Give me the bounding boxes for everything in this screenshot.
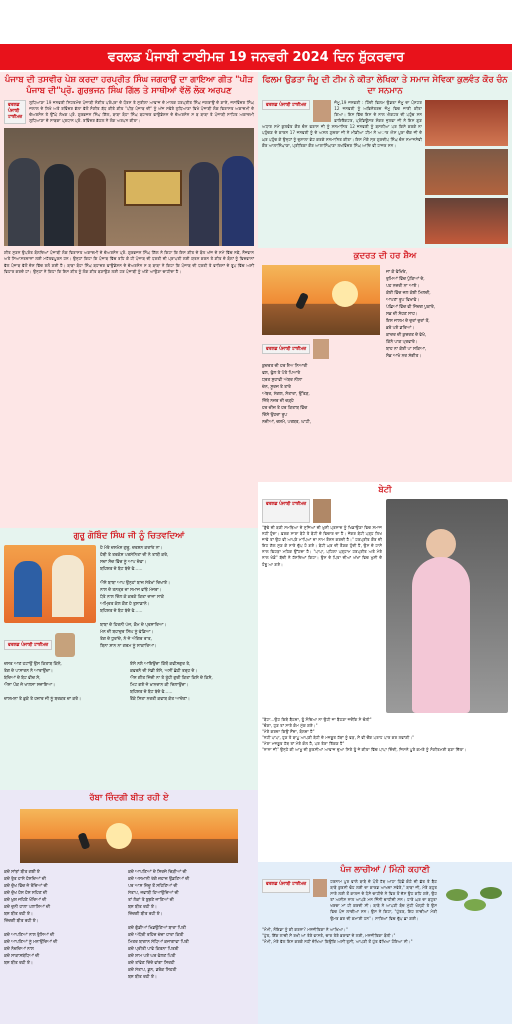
person-figure (44, 164, 74, 246)
poem-line: ਭਰੋ ਪਏ ਡਰਿਆਂ। (386, 326, 415, 331)
author-block (262, 499, 382, 523)
photo-honour-2 (425, 149, 508, 195)
article-title: ਪੰਜ ਲਾਚੀਆਂ / ਮਿੰਨੀ ਕਹਾਣੀ (340, 865, 430, 875)
poem-line: ਕਦੇ ਰੁੱਤ ਹਾਸੇ ਹੱਸਦਿਆਂ ਦੀ (4, 877, 46, 882)
article-peed-punjab (0, 72, 258, 528)
article-panj-lachiyan (258, 862, 512, 1024)
jumping-figure (78, 832, 91, 850)
poem-line: ਨਦੀਆਂ, ਚਸ਼ਮੇ, ਪਰਬਤ, ਘਾਟੀ, (262, 420, 311, 425)
poem-line: ਬਹਿਸ਼ਤ ਦੇ ਬੋਟ ਬੰਦੇ ਵੇ...... (130, 690, 173, 695)
author-photo (313, 100, 331, 122)
poem-row (0, 545, 258, 657)
cardamom-pod (446, 889, 468, 901)
poem-line: ਪਰ ਆਸ ਜ਼ਿੰਦੂ ਤੋਂ ਸਹਿਣਿਆਂ ਦੀ (128, 884, 178, 889)
article-guru-gobind-singh (0, 528, 258, 790)
dialog-line: "ਮੇਰਾ ਮਜ਼ਬੂਤ ਹੱਥ ਤਾਂ ਮੇਰੇ ਕੋਲ ਹੈ, ਪਰ ਤੇਰਾ ਤਿੱਕਣ ਹੈ" (262, 741, 345, 747)
poem-row (258, 265, 512, 426)
poem-line: ਤਾਂ ਲੋਕਾਂ ਤੇ ਬੁਝਣੇ ਜਾਣਿਆਂ ਦੀ (128, 898, 174, 903)
cardamom-image (440, 879, 508, 923)
person-figure (222, 156, 254, 246)
poem-bottom (0, 657, 258, 703)
author-block (262, 339, 380, 359)
article-content (258, 499, 512, 713)
photo-honour-3 (425, 198, 508, 244)
article-title: ਬੇਟੀ (378, 485, 392, 495)
article-kudrat (258, 248, 512, 482)
poem-line: ਬਸ ਬੀਤ ਰਹੀ ਏ। (128, 905, 157, 910)
dialog-line: "ਚੰਗਾ, ਹੁਣ ਤਾਂ ਸਾਰੇ ਕੰਮ ਮੁੱਕ ਗਏ।" (262, 723, 318, 729)
article-content (258, 879, 512, 923)
article-dialog (258, 717, 512, 754)
poem-2a (4, 869, 122, 981)
poem-line: ਕਦੇ ਆਪਣਿਆਂ ਨਾਲ ਰੁੱਸਿਆਂ ਦੀ (4, 933, 55, 938)
poem-line: ਕਦੇ ਤਾਂਵੇਣ ਦਿੰਦੇ ਵਾਂਗਾ ਸਿਰਹੀ (128, 961, 175, 966)
poem-line: ਬਾਬਾ ਦੇ ਹਿਰਨੀ ਪੰਜ, ਕੌਮ ਦੇ ਪ੍ਰਸਾਰਿਆ। (100, 623, 167, 628)
dialog-line: "ਮੰਮੀ, ਨੋਇਡਾ ਨੂੰ ਕੀ ਕਰਨਾ? ਮਨਜੀਤਿਕਾ ਨੇ ਆਖਿਆ।" (262, 927, 348, 932)
dialog-line: "ਨਹੀਂ ਪਾਪਾ, ਹੁਣ ਤੇ ਬਾਪੂ ਆਪਣੀ ਬੇਟੀ ਦੇ ਮਜ਼ਬੂਤ ਹੱਥਾਂ ਨੂੰ ਫੜ, ਮੈਂ ਵੀ ਚੌਂਕ ਪਰਾਹ ਪਾਰ ਕਰ ਲਵਾਂਗੀ।" (262, 735, 415, 741)
poem-line: ਜਾ ਕੇ ਵੇਖਿਓ, (386, 270, 407, 275)
poem-line: ਕਦੇ ਦੁਨੀ ਹਾਲਾ ਪਲਾਸ਼ਿਆਂ ਦੀ (4, 905, 51, 910)
poem-line: ਬਸ ਬੀਤ ਰਹੀ ਏ। (128, 975, 157, 980)
poem-line: ਬੰਦਿਆਂ ਦੇ ਬੋਟ ਵੀਚ ਸੋ, (4, 676, 41, 681)
poem-line: ਬਾਹ ਨਾ ਕੋਈ ਪਾ ਸਕਿਆ, (386, 347, 427, 352)
poem-line: ਤੇਗ ਦੇ ਧੁਰਾਂਦੇ, ਨੇ ਜੋ ਅੱਗਿਰ ਰਾਤ, (100, 637, 152, 642)
poem-line: ਕਦੇ ਗੁੱਡੀਆਂ ਖਿਡਉਣਿਆਂ ਬਾਰਾ ਪਿਤੀ (128, 926, 186, 931)
poem-line: ਐਸ ਗੀਤ ਜਿੰਦੀ ਨਾ ਤੋ ਤੂੰਹੀ ਗੁਰੀ ਕਿਤਾ ਕਿਸੇ ਦੇ ਕਿਸੇ, (130, 676, 213, 681)
poem-line: ਅਮ੍ਰਿਤ ਕੱਲ ਕੌਣ ਹੋ ਤੁਸਾਡਾਨੇ। (100, 602, 150, 607)
poem-line: ਆਪਣਾ ਰੂਪ ਵਿਖਾਵੇ। (386, 298, 420, 303)
article-lead-row (0, 100, 258, 124)
poem-line (4, 925, 122, 932)
poem-line: ਦਿੱਸੇ ਉਹਦਾ ਰੂਪ (262, 413, 288, 418)
poem-line (4, 689, 124, 696)
poem-line (100, 573, 254, 580)
poem-line: ਏਸੋ ਨਲੋ ਆਇਉਂਦਾ ਕਿੱਥੋਂ ਕਵੀਸਗੁਰ ਤੇ, (130, 662, 191, 667)
sun-graphic (106, 823, 132, 849)
poem-line: ਸਭ ਦੀ ਸੋਹਣ ਸਾਹ। (386, 312, 418, 317)
poem-line: ਜ਼ਿੰਦਗੀ ਬੀਤ ਰਹੀ ਏ। (128, 912, 163, 917)
newspaper-logo: ਵਰਲਡ ਪੰਜਾਬੀ ਟਾਈਮਜ਼ (262, 879, 310, 893)
poem-line: ਕਦੇ ਆਪਣਿਆਂ ਨੂੰ ਮਨਾਉਂਦਿਆਂ ਦੀ (4, 940, 58, 945)
poem-line: ਕਦੇ ਪ੍ਰੀਤੀ ਪਾਵੇ ਕਿਤਨਾ ਪਿਤਰੀ (128, 947, 179, 952)
person-figure (8, 158, 40, 246)
dialog-line: "ਪੁੱਤ, ਇੱਕ ਲਾਚੀ ਮੈਂ ਰਖੀ ਆਂ ਤੇਰੇ ਵਾਸਤੇ, ਚਾਰ ਤੇਰੇ ਭਰਾਵਾਂ ਦੇ ਲਈ, ਮਨਜੀਤਿਕਾ ਬੋਲੀ।" (262, 933, 396, 939)
sunset-photo (20, 809, 238, 863)
article-text-block (262, 499, 382, 713)
poem-line: ਬਹਿਸ਼ਤ ਦੇ ਬੋਟ ਬੰਦੇ ਵੇ...... (100, 567, 143, 572)
article-content (258, 100, 512, 244)
girl-photo (386, 499, 508, 713)
poem-line: ਚੰਨ, ਸੂਰਜ ਤੇ ਤਾਰੇ (262, 385, 291, 390)
photo-book-launch (4, 128, 254, 246)
article-udta-jammu (258, 72, 512, 248)
poem-line: ਕਦੇ ਨੱਚਦਿਆਂ ਨਾਲ (4, 947, 34, 952)
newspaper-logo: ਵਰਲਡ ਪੰਜਾਬੀ ਟਾਈਮਜ਼ (4, 100, 26, 124)
girl-face (426, 529, 456, 559)
poem-line: ਸਦਾ ਸੱਚ ਵਿੱਚ ਨੂੰ ਆਪ ਦੇਵਾ। (100, 560, 147, 565)
image-column (4, 545, 96, 657)
article-lead: ਲੁਧਿਆਣਾ 19 ਜਨਵਰੀ ਸਿਹਤਮੰਦ ਪੰਜਾਬੀ ਸੰਗੀਤ ਪਰੰਪਰਾ ਦੇ ਧੋਰਸ ਤੇ ਸੁਰੀਲਾ ਆਵਾਜ਼ ਦੇ ਮਾਲਕ ਹਰਪ੍ਰੀਤ ਸਿੰਘ ਜਗਰਾਉਂ ਦੇ ਗਾਏ, ਜਸਵਿੰਦਰ ਸਿੰਘ ਜਲਾਲ ਦੇ ਲਿਖੇ ਅਤੇ ਰਵਿੰਦਰ ਭੱਲਾ ਵੱਲੋਂ ਸੰਗੀਤ ਬੱਧ ਕੀਤੇ ਗੀਤ "ਪੀੜ ਪੰਜਾਬ ਦੀ" ਨੂੰ ਅੱਜ ਸਵੇਰੇ ਲੁਧਿਆਣਾ ਵਿਖੇ ਪੰਜਾਬੀ ਲੋਕ ਵਿਰਾਸਤ ਅਕਾਦਮੀ ਦੇ ਚੇਅਰਮੈਨ ਤੇ ਉੱਘੇ ਲੇਖਕ ਪ੍ਰੋ. ਗੁਰਭਜਨ ਸਿੰਘ ਗਿੱਲ, ਬਾਬਾ ਬੋਹਾ ਸਿੰਘ ਬਹਾਦਰ ਫਾਉਂਡੇਸ਼ਨ ਦੇ ਚੇਅਰਮੈਨ ਸ ਬ ਬਾਬਾ ਤੇ ਪੰਜਾਬੀ ਸਾਹਿਤ ਅਕਾਦਮੀ ਲੁਧਿਆਣਾ ਦੇ ਸਾਬਕਾ ਪ੍ਰਧਾਨ ਪ੍ਰੋ. ਰਵਿੰਦਰ ਭੱਠਲ ਨੇ ਲੋਕ ਅਰਪਨ ਕੀਤਾ। (29, 100, 254, 124)
poem-left (262, 265, 380, 426)
poem-line: ਕੁਦਰਤ ਦੀ ਹਰ ਸ਼ੈਅ ਨਿਆਰੀ (262, 364, 308, 369)
article-beti (258, 482, 512, 862)
sunset-photo (262, 265, 380, 335)
dialog-line: "ਮੰਮੀ, ਮੇਰੇ ਵੱਲ ਇਸ ਕਰਕੇ ਨਹੀਂ ਦੇਖਿਆ ਕਿਉਂਕਿ ਅਸੀਂ ਤੁਸੀਂ, ਆਪਣੀ ਤੋਂ ਪੁੱਤ ਵੱਖਿਆ ਹੋਇਆ ਸੀ।" (262, 939, 413, 945)
poem-r1b (386, 265, 508, 426)
poem-line: ਜ਼ਿੰਦਗੀ ਬੀਤ ਰਹੀ ਏ। (4, 919, 39, 924)
poem-row (0, 865, 258, 985)
author-photo (313, 879, 327, 897)
poem-1b (4, 661, 124, 703)
person-figure (78, 168, 106, 246)
poem-line: ਧੋਤੇ ਨਾਲ ਦਿੱਲ ਕੋ ਕਰਕੇ ਕਿਤਾ ਦਾਜਾ ਸਾਕੇ (100, 595, 164, 600)
article-body: ਜੰਮੂ,19 ਜਨਵਰੀ : ਹਿੰਦੀ ਫਿਲਮ ਉਡਤਾ ਜੰਮੂ ਦਾ ਪੋਸਟਰ 12 ਜਨਵਰੀ ਨੂੰ ਅਭਿਨੇਤਰਦ ਜੰਮੂ ਵਿਚ ਜਾਰੀ ਕੀਤਾ ਗਿਆ। ਇਸ ਵਿੱਚ ਇਸ ਦੇ ਨਾਲ ਐਕਟਰ ਦੀ ਪਹੁੰਚ ਸਨ ਫ਼ਾਇਰੈਕਟਰ, ਪ੍ਰੋਡਿਊਸਰ ਸ਼ੰਕਰ ਜ਼ੁਲਫਾ ਜੀ ਨੇ ਇਸ ਗੁਣ ਅਧਾਰ ਸਮੇਂ ਕੁਲਵੰਤ ਕੌਰ ਚੰਨ ਫਰਾਸ ਜੀ ਨੂੰ ਸਨਮਾਨਿਤ 12 ਜਨਵਰੀ ਨੂੰ ਬਸਲੀਆ ਪਰ ਕਿਸੇ ਕਰਕੇ ਨਾ ਪਹੁੰਚਣ ਦੇ ਕਾਰਨ 17 ਜਨਵਰੀ ਨੂੰ ਦੇ ਅਸਲ ਗ਼ੁਦਰਾ ਜੀ ਨੇ ਮੀਡੀਆ ਟੀਮ ਨੇ ਅਾਰ ਐਸ ਪੁਰਾ ਚੌਂਕ ਜੀ ਦੇ ਘਰ ਪਹੁੰਚ ਕੇ ਉਨ੍ਹਾਂ ਨੂੰ ਦੁਸ਼ਾਲਾ ਭੇਟ ਕਰਕੇ ਸਨਮਾਨਿਤ ਕੀਤਾ। ਇਸ ਮੌਕੇ ਸ੍ਰ ਗੁਰਦੀਪ ਸਿੰਘ ਚੰਨ ਸਮਾਜਸੇਵੀ ਕੌਰ ਆਲਾਸਿੰਘਾਣਾ, ਪ੍ਰੀਤਿਕਾ ਕੌਰ ਆਲਾਸਿੰਘਾਣਾ ਲਖਵਿੰਦਰ ਸਿੰਘ ਆਦਿ ਵੀ ਹਾਜ਼ਰ ਸਨ। (262, 100, 422, 148)
poem-line: ਕਾਦਰ ਦੀ ਕੁਦਰਤ ਦੇ ਵੇਖੋ, (386, 333, 427, 338)
poem-line: ਕਦੇ ਅੰਧੇਰੀ ਰਹਿੰਦ ਚੰਦਾ ਹਾਰਾ ਕਿਤੀ (128, 933, 184, 938)
poem-line: ਤੈਂਕੇ ਸਿਤਾ ਨਰਤੀ ਕਵਾਬ ਕੋਤ ਆਦੇਣਾ। (130, 697, 190, 702)
poem-line: ਦਸਤ ਆਣ ਹਟਾਉਂ ਉਸ ਕਿਤਾਬ ਕਿੰਨੇ, (4, 662, 62, 667)
poem-line: ਹਰ ਚੀਜ਼ ਤੇ ਹਰ ਕਿਤਾਬ ਵਿੱਚ (262, 406, 308, 411)
poem-line: ਇਸ ਜਾਲਮ ਦੇ ਦੁਰਾਂ ਦੁਰਾਂ ਤੋਂ, (386, 319, 430, 324)
poem-line: ਮੰਨ ਦੀ ਬਹਾਦੁਰ ਸਿੰਘ ਨੂੰ ਵੰਡਿਆ। (100, 630, 154, 635)
poem-line: ਪੰਛਿਆਂ ਵਿੱਚ ਵੀ ਜਿੰਦਗ ਪੁਕਾਰੇ, (386, 305, 436, 310)
poem-line: ਰੁਮਿਆਂ ਵਿੱਚ ਪੁੱਕਿਆਂ ਦੇ, (386, 277, 425, 282)
poem-line: ਦਾਸ਼ਮਨਾ ਤੇ ਭੁਕੇ ਤੇ ਹਜ਼ਾਰ ਜੀ ਨੂੰ ਬਰਕਤ ਦਾ ਕਰੋ। (4, 697, 81, 702)
cardamom-pod (480, 887, 502, 899)
poem-line: ਸੰਤਾਪ, ਜਵਾਬੀ ਹਿਆਉਦਿਆਂ ਦੀ (128, 891, 179, 896)
poem-line: ਹੱਥੀ ਤੇ ਤਰਕੋਸ਼ ਪਰਸੰਨਿਤਾ ਦੀ ਨੇ ਤਾਬੀ ਕਰੇ, (100, 553, 169, 558)
poem-line: ਕਿੰਨੇ ਪਾਕ ਪ੍ਰਵਾਰੇ। (386, 340, 418, 345)
poem-line: ਮਿਟ ਗਏ ਜੋ ਖ਼ਾਨਦਾਨ ਕੀ ਦਿਲਾਉਂਦਾ। (130, 683, 189, 688)
poem-line: ਬਹਿਸ਼ਤ ਦੇ ਬੋਟ ਬੰਦੇ ਵੇ...... (100, 609, 143, 614)
poem-line: ਐਸਾ ਪੋਂਕ ਜੋ ਖਾਲਸਾ ਸਜਾਇਆ। (4, 683, 55, 688)
sun-graphic (332, 281, 358, 307)
article-title: ਪੰਜਾਬ ਦੀ ਤਸਵੀਰ ਪੇਸ਼ ਕਰਦਾ ਹਰਪ੍ਰੀਤ ਸਿੰਘ ਜਗਰਾਉਂ ਦਾ ਗਾਇਆ ਗੀਤ "ਪੀੜ ਪੰਜਾਬ ਦੀ"ਪ੍ਰੋ. ਗੁਰਭਜਨ ਸਿੰਘ ਗਿੱਲ ਤੇ ਸਾਥੀਆਂ ਵੱਲੋਂ ਲੋਕ ਅਰਪਣ (4, 75, 254, 96)
poem-line: ਐਸੇ ਬਾਬਾ ਆਪ ਉਨ੍ਹਾਂ ਬਾਜ਼ ਸੰਤੋਖਾਂ ਦਿਖਾਏ। (100, 581, 170, 586)
author-photo (313, 339, 329, 359)
article-body: ਹਰਨਾਮ ਪੁਰ ਵਾਲੇ ਬਾਬੇ ਦੇ ਪੋਤੋਂ ਹੱਥ ਆਹਾ ਪਿੱਛੋਂ ਕੋਠੇ ਦੀ ਛੱਤ ਤੇ ਬੈਠ ਬਾਬੇ ਕੁਰਸੀ ਢੋਹ ਲਈ ਦਾ ਕਾਰਡ ਆਖਦਾ ਸਵੇਰੇ," ਬਾਬਾ ਜੀ, ਮੇਰੇ ਬਹੁਤ ਸਾਰੇ ਲਈ ਤੋਂ ਕਾਲਜ ਦੇ ਪੈਸੇ ਚਾਹੀਦੇ ਨੇ ਫਿਰ ਤੋਂ ਦੱਸ ਉਹ ਕਹਿ ਗਏ, ਉਹ ਤਾਂ ਅਸ਼ੀਸ਼ ਨਾਲ ਆਪਣੇ ਮਨ ਜਿੰਨੀ ਚਾਹੀਦੀ ਸਨ। ਹਾਰੇ ਘਰ ਦਾ ਬਹੁਤਾ ਖਰਚਾ ਮਾਂ ਹੀ ਕਰਦੀ ਸੀ। ਬਾਬੇ ਨੇ ਆਪਣੀ ਬੰਦ ਮੁੱਠੀ ਖੋਲ੍ਹੀ ਤੇ ਉਸ ਵਿਚ ਪੰਜ ਲਾਚੀਆਂ ਸਨ। ਉਸ ਨੇ ਕਿਹਾ, "ਪੁੱਤਰ, ਇਹ ਲਾਚੀਆਂ ਮੇਰੀ ਉਮਰ ਭਰ ਦੀ ਕਮਾਈ ਹਨ"। ਸਾਰਿਆਂ ਵਿਚ ਚੁੱਪ ਛਾ ਗਈ। (330, 879, 437, 921)
guru-painting (4, 545, 96, 623)
poem-line: ਹੇ ਮੇਰੇ ਦਸਮੇਸ਼ ਗੁਰੂ, ਦਰਸ਼ਨ ਕਰਾਓ ਨਾ। (100, 546, 163, 551)
poem-line: ਮਿਤਰ ਬਾਗਾਨ ਸੰਧਿਆਂ ਕਜਾਗਾਵਾ ਪਿਤੀ (128, 940, 189, 945)
dialog-line: "ਬੇਟਾ...ਉਹ ਕਿਥੇ ਬੈਠਦਾ, ਤੂੰ ਸੋਚਿਆ ਨਾ ਉਹੀ ਜਾ ਬੈਠਣਾ ਜਦੋਂਕਿ ਮੈ ਚੋਲੀ" (262, 717, 372, 722)
masthead: ਵਰਲਡ ਪੰਜਾਬੀ ਟਾਈਮਜ਼ 19 ਜਨਵਰੀ 2024 ਦਿਨ ਸ਼ੁੱਕਰਵਾਰ (0, 44, 512, 70)
article-zindagi (0, 790, 258, 1024)
poem-line: ਸੱਭ ਆਖੇ ਨਰ ਸੰਗੀਤ। (386, 354, 422, 359)
poem-1c (130, 661, 254, 703)
dialog-line: "ਨਾਨਾ ਜੀ" ਉਨ੍ਹੇ ਕੀ ਆਖੂ ਦੀ ਕੁਰਸੀਆਂ ਆਵਾਜ਼ ਦੁਆ ਸਿਰੇ ਤੂੰ ਜੇ ਕੀਤਾ ਵਿੱਚ ਪਾਪਾ ਦਿੰਦੀ, ਜਿਸਨੇ ਪੂਰੇ ਕਮਰੇ ਨੂੰ ਸੰਗੀਤਮਈ ਬਣਾ ਦਿੱਤਾ। (262, 747, 467, 753)
figure-white (52, 555, 84, 617)
poem-line: ਜਿੱਥੇ ਨਜ਼ਰ ਦੀ ਚੜ੍ਹੇ (262, 399, 294, 404)
poem-1a (100, 545, 254, 657)
poem-line: ਕਦੇ ਦੁੱਖ ਵਿੱਚ ਜੇ ਰੋਂਦਿਆਂ ਦੀ (4, 884, 48, 889)
poem-line: ਧਰਤ ਸੁਹਾਵੀ ਅੰਬਰ ਨੀਲਾ (262, 378, 303, 383)
poem-line: ਕੋਈ ਵਿੱਚ ਜਲ ਕੋਈ ਮਿਲਦੀ, (386, 291, 431, 296)
author-photo (55, 633, 75, 657)
dialog-line: "ਮੇਰੇ ਕਰਦਾ ਕਿਉਂ ਸੌਂਦਾ, ਬੋਲਦਾ ਹੈ" (262, 729, 315, 735)
poster-graphic (124, 170, 182, 206)
photo-honour-1 (425, 100, 508, 146)
newspaper-logo: ਵਰਲਡ ਪੰਜਾਬੀ ਟਾਈਮਜ਼ (262, 344, 310, 354)
article-title: ਕੁਦਰਤ ਦੀ ਹਰ ਸ਼ੈਅ (353, 251, 417, 261)
poem-line: ਬਸ ਬੀਤ ਰਹੀ ਏ। (4, 961, 33, 966)
poem-line: ਕਦੇ ਸਾਂਝਾਂ ਬੀਤ ਗਈ ਏ (4, 870, 40, 875)
jumping-figure (295, 292, 309, 310)
poem-line: ਕਦੇ ਸਾਕਾਸਬੰਧਿਆਂ ਦੀ (4, 954, 40, 959)
article-dialog (258, 927, 512, 945)
poem-2b (128, 869, 254, 981)
article-title: ਫਿਲਮ ਉਡਤਾ ਜੰਮੂ ਦੀ ਟੀਮ ਨੇ ਕੀਤਾ ਲੇਖਿਕਾ ਤੇ ਸਮਾਜ ਸੇਵਿਕਾ ਕੁਲਵੰਤ ਕੌਰ ਚੰਨ ਦਾ ਸਨਮਾਨ (262, 75, 508, 96)
newspaper-logo: ਵਰਲਡ ਪੰਜਾਬੀ ਟਾਈਮਜ਼ (262, 100, 310, 110)
poem-line (128, 918, 254, 925)
poem-line: ਤੇਗ ਦੇ ਪਾਸਾਰਨ ਨੇ ਆਰਾਉਂਦਾ। (4, 669, 53, 674)
article-body: ਗੀਤ ਸੁਣਨ ਉਪਰੰਤ ਬੋਲਦਿਆਂ ਪੰਜਾਬੀ ਲੋਕ ਵਿਰਾਸਤ ਅਕਾਦਮੀ ਦੇ ਚੇਅਰਮੈਨ ਪ੍ਰੋ. ਗੁਰਭਜਨ ਸਿੰਘ ਗਿੱਲ ਨੇ ਕਿਹਾ ਕਿ ਇਸ ਗੀਤ ਦੇ ਬੋਲ ਅੱਜ ਦੇ ਸਮੇਂ ਵਿੱਚ ਨਵੇਂ, ਨੌਜਵਾਨ ਅਤੇ ਸਿਆਸਤਦਾਨਾਂ ਲਈ ਮਹੱਤਵਪੂਰਨ ਹਨ। ਉਨ੍ਹਾਂ ਕਿਹਾ ਕਿ ਪੰਜਾਬ ਵਿੱਚ ਰਹਿ ਕੇ ਹੀ ਪੰਜਾਬ ਦੀ ਧਰਤੀ ਦੀ ਪ੍ਰਾਪਤੀ ਲਈ ਯਤਨ ਕਰਨ ਤੇ ਗੀਤ ਦੇ ਬੋਲਾਂ ਨੂੰ ਵਿਦਵਾਨਾਂ ਵੱਲ ਪੰਜਾਬ ਵੱਲੋਂ ਦੇਸ਼ ਵਿੱਚ ਰਲੋ ਗਈ ਹੈ। ਬਾਬਾ ਬੋਹਾ ਸਿੰਘ ਬਹਾਦਰ ਫਾਉਂਡੇਸ਼ਨ ਦੇ ਚੇਅਰਮੈਨ ਸ ਬ ਬਾਬਾ ਨੇ ਕਿਹਾ ਕਿ ਪੰਜਾਬ ਦੀ ਧਰਤੀ ਤੇ ਵਾਰਿਸਾਂ ਦੇ ਰੂਪ ਵਿੱਚ ਅਸੀਂ ਵਿਹਾਰ ਕਰਦੇ ਹਾਂ। ਉਨ੍ਹਾਂ ਨੇ ਕਿਹਾ ਕਿ ਇਸ ਗੀਤ ਨੂੰ ਲੋਕ ਗੀਤ ਬਣਾਉਣ ਲਈ ਹਰ ਪੰਜਾਬੀ ਨੂੰ ਅੱਗੇ ਆਉਣਾ ਚਾਹੀਦਾ ਹੈ। (4, 250, 254, 274)
photo-stack (425, 100, 508, 244)
poem-line: ਕਦੇ ਆਪਣਿਆਂ ਦੇ ਸਿਰਜੇ ਚਿੜੀਆਂ ਦੀ (128, 870, 187, 875)
author-block (4, 633, 96, 657)
article-body: "ਬੁੱਢੇ ਦੀ ਬਣੀ ਸਮਝਿਆ ਦੇ ਸੁਜਿਆਂ ਦੀ ਖ਼ੁਸ਼ੀ ਪ੍ਰਸਾਦ ਨੂੰ ਖਿਡਾਉਣਾ ਵਿਚ ਸਮਾਜ ਨਹੀਂ ਹੁੰਦਾ। ਫ਼ਰਕ ਸਾਰਾ ਬੇਟੇ ਤੇ ਬੇਟੀ ਦੇ ਵਿਚਾਰ ਦਾ ਹੈ। ਜੇਕਰ ਬੇਟੀ ਪੜ੍ਹ ਲਿਖ ਜਾਵੇ ਤਾਂ ਉਹ ਵੀ ਆਪਣੇ ਮਾਪਿਆਂ ਦਾ ਨਾਮ ਰੌਸ਼ਨ ਕਰਦੀ ਹੈ।" ਹਰਪ੍ਰੀਤ ਕੌਰ ਦੀ ਇਹ ਗੱਲ ਸੁਣ ਕੇ ਸਾਰੇ ਚੁੱਪ ਹੋ ਗਏ। ਬੇਟੀ ਘਰ ਦੀ ਰੌਣਕ ਹੁੰਦੀ ਹੈ, ਉਸ ਦੇ ਹਾਸੇ ਨਾਲ ਵਿਹੜਾ ਮਹਿਕ ਉੱਠਦਾ ਹੈ। "ਪਾਪਾ, ਪਹਿਲਾ ਪੜ੍ਹਾਮ ਹਰਪ੍ਰੀਤ ਅਤੇ ਮੇਰੇ ਨਾਲ ਖੇਡੋ" ਬੱਚੀ ਨੇ ਹੱਸਦਿਆਂ ਕਿਹਾ। ਉਸ ਦੇ ਪਿਤਾ ਦੀਆਂ ਅੱਖਾਂ ਵਿਚ ਖੁਸ਼ੀ ਦੇ ਹੰਝੂ ਆ ਗਏ। (262, 525, 382, 567)
poem-line: ਕਦੇ ਸੰਤਾਪ, ਡੂਨ, ਡਰੱਕ ਸਿਹਤੀ (128, 968, 177, 973)
newspaper-logo: ਵਰਲਡ ਪੰਜਾਬੀ ਟਾਈਮਜ਼ (4, 640, 52, 650)
poem-line: ਕਦੇ ਖ਼ੁਸ਼ ਜਹਿਣੇ ਖੋਂਦਿਆਂ ਦੀ (4, 898, 47, 903)
poem-line: ਕਦੇ ਸ਼ਾਮ ਪਏ ਘਰ ਵੇਲਣ ਪਿਤੀ (128, 954, 176, 959)
poem-line (100, 615, 254, 622)
poem-line: ਅੰਬਰ, ਸੰਗਲ, ਸੋਤਾਰਾ, ਉੱਤੜ, (262, 392, 310, 397)
person-figure (189, 162, 219, 246)
author-photo (313, 499, 331, 523)
poem-line: ਨਾਲ ਦੇ ਤਨਤ੍ਰ ਦਾ ਸਮਾਜ ਵਾਂਝੇ ਮੰਜਰਾ। (100, 588, 162, 593)
article-title: ਗੁਰੂ ਗੋਬਿੰਦ ਸਿੰਘ ਜੀ ਨੂੰ ਚਿਤਵਦਿਆਂ (73, 531, 185, 541)
poem-line: ਕਦੇ ਅਸਮਾਨੀ ਰੰਗੇ ਜ਼ਹਾਜ਼ ਉਡਣਿਆਂ ਦੀ (128, 877, 190, 882)
poem-line: ਫਲ, ਫੁੱਲ ਤੇ ਪੱਤੇ ਪਿਆਰੇ (262, 371, 301, 376)
article-text-block (262, 100, 422, 244)
article-title: ਰੱਬਾ ਜ਼ਿੰਦਗੀ ਬੀਤ ਰਹੀ ਏ (89, 793, 169, 803)
poem-r1a (262, 363, 380, 426)
poem-line: ਕਦੇ ਦੁੱਖ ਹੱਸ ਹੱਸ ਸਹਿਣ ਦੀ (4, 891, 47, 896)
poem-line: ਬਿਨਾ ਸ਼ਾਨ ਨਾ ਗਰਮ ਨੂੰ ਸਾਕਾਰਿਆ। (100, 644, 157, 649)
figure-blue (14, 561, 42, 617)
cardamom-pod (464, 899, 486, 911)
poem-line: ਬਸ ਬੀਤ ਰਹੀ ਏ। (4, 912, 33, 917)
newspaper-logo: ਵਰਲਡ ਪੰਜਾਬੀ ਟਾਈਮਜ਼ (262, 499, 310, 523)
poem-line: ਕਵਰਨੇ ਦੀ ਸੰਡੀ ਏਸੇ, ਅਸੀਂ ਛੋਹੀ ਤਰ੍ਹ ਦੇ। (130, 669, 198, 674)
pink-dress (412, 557, 470, 713)
poem-line: ਪਹ ਨਜ਼ਰੀ ਨਾ ਆਏ। (386, 284, 420, 289)
